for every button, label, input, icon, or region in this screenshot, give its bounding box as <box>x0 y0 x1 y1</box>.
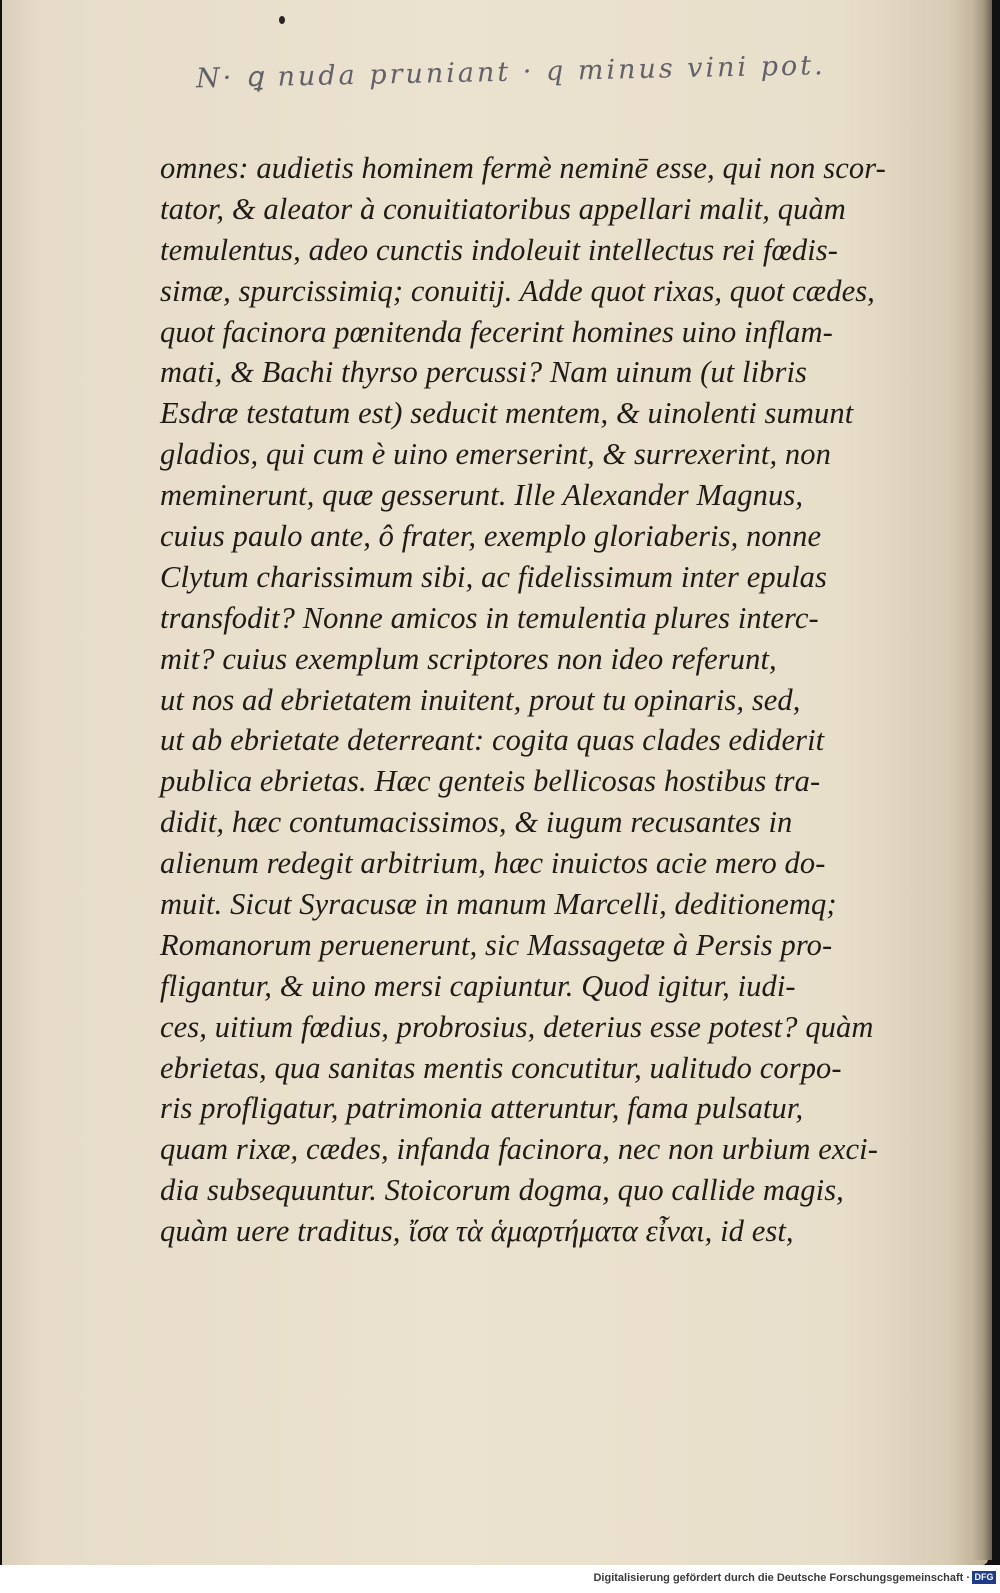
text-line: quam rixæ, cædes, infanda facinora, nec non urbium exci- <box>160 1132 879 1167</box>
text-line: mit? cuius exemplum scriptores non ideo referunt, <box>160 641 777 676</box>
dfg-logo: DFG <box>972 1571 996 1584</box>
text-line: Clytum charissimum sibi, ac fidelissimum inter epulas <box>160 559 827 594</box>
text-line: muit. Sicut Syracusæ in manum Marcelli, deditionemq; <box>160 887 837 922</box>
text-line: transfodit? Nonne amicos in temulentia plures interc- <box>160 600 819 635</box>
text-line: Esdræ testatum est) seducit mentem, & uinolenti sumunt <box>160 396 854 431</box>
text-line: fligantur, & uino mersi capiuntur. Quod igitur, iudi- <box>160 968 796 1003</box>
text-line: quot facinora pœnitenda fecerint homines uino inflam- <box>160 314 833 349</box>
text-line: omnes: audietis hominem fermè neminē esse, qui non scor- <box>160 151 886 185</box>
printed-text-block <box>160 148 920 1252</box>
text-line: ris profligatur, patrimonia atteruntur, fama pulsatur, <box>160 1091 804 1126</box>
text-line: ebrietas, qua sanitas mentis concutitur, ualitudo corpo- <box>160 1050 842 1085</box>
ink-dot <box>279 16 285 24</box>
text-line: meminerunt, quæ gesserunt. Ille Alexander Magnus, <box>160 478 804 513</box>
text-line: simæ, spurcissimiq; conuitij. Adde quot rixas, quot cædes, <box>160 273 875 308</box>
text-line: dia subsequuntur. Stoicorum dogma, quo callide magis, <box>160 1173 844 1208</box>
handwritten-note: N· ꝗ nuda pruniant · q minus vini pot. <box>195 50 826 95</box>
text-line: gladios, qui cum è uino emerserint, & surrexerint, non <box>160 437 831 472</box>
footer-credit: Digitalisierung gefördert durch die Deutsche Forschungsgemeinschaft · <box>593 1572 970 1584</box>
text-line: Romanorum peruenerunt, sic Massagetæ à Persis pro- <box>160 927 833 962</box>
text-line: mati, & Bachi thyrso percussi? Nam uinum (ut libris <box>160 355 807 390</box>
text-line: ut ab ebrietate deterreant: cogita quas clades ediderit <box>160 723 825 758</box>
text-line: ces, uitium fœdius, probrosius, deterius esse potest? quàm <box>160 1009 874 1044</box>
text-line: ut nos ad ebrietatem inuitent, prout tu opinaris, sed, <box>160 682 801 717</box>
text-line: tator, & aleator à conuitiatoribus appellari malit, quàm <box>160 191 846 226</box>
text-line: alienum redegit arbitrium, hæc inuictos acie mero do- <box>160 846 826 881</box>
text-line: temulentus, adeo cunctis indoleuit intellectus rei fœdis- <box>160 232 838 267</box>
text-line: cuius paulo ante, ô frater, exemplo gloriaberis, nonne <box>160 519 822 554</box>
page-edge <box>970 0 992 1560</box>
text-line: publica ebrietas. Hæc genteis bellicosas hostibus tra- <box>160 764 821 799</box>
text-line: quàm uere traditus, ἴσα τὰ ἁμαρτήματα εἶναι, id est, <box>160 1214 794 1249</box>
text-line: didit, hæc contumacissimos, & iugum recusantes in <box>160 805 793 840</box>
